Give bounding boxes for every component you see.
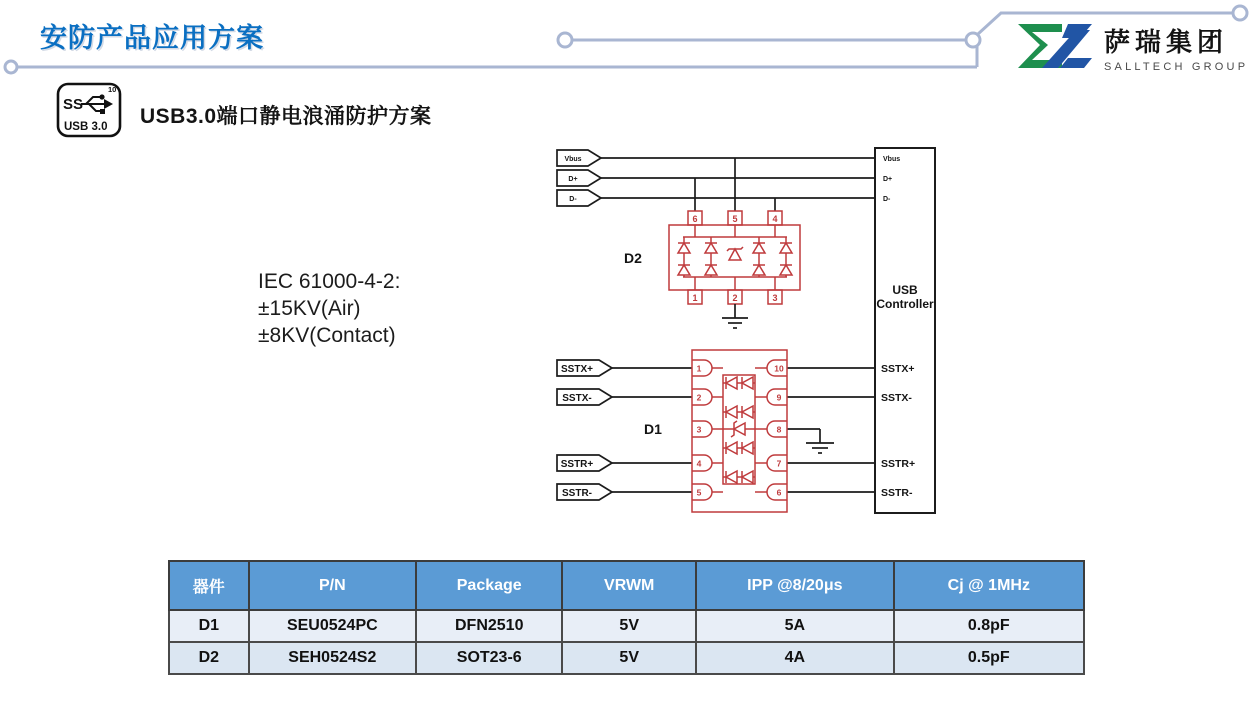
logo-mark-icon: [1012, 20, 1094, 74]
circuit-diagram: [545, 140, 945, 520]
svg-text:10: 10: [108, 85, 117, 94]
svg-text:8: 8: [776, 424, 782, 435]
svg-text:USB: USB: [892, 283, 918, 297]
logo-company-name: 萨瑞集团: [1104, 26, 1229, 57]
svg-text:6: 6: [776, 487, 782, 498]
usb3-badge-icon: [56, 82, 124, 138]
iec-line: IEC 61000-4-2:: [258, 270, 401, 293]
svg-text:SSTR-: SSTR-: [881, 487, 913, 499]
svg-text:SSTR+: SSTR+: [560, 459, 594, 470]
flag-sstr-plus: [557, 455, 612, 471]
svg-text:4: 4: [696, 458, 702, 469]
svg-text:SSTR+: SSTR+: [881, 458, 916, 470]
table-cell: 4A: [696, 642, 894, 674]
svg-text:4: 4: [772, 214, 778, 224]
table-cell: 0.8pF: [894, 610, 1084, 642]
svg-text:Controller: Controller: [876, 297, 934, 311]
iec-line: ±8KV(Contact): [258, 324, 396, 347]
svg-text:D-: D-: [883, 196, 891, 203]
usb-controller-box: [875, 148, 935, 513]
svg-text:SSTX+: SSTX+: [881, 363, 915, 375]
deco-ring-top-right: [1233, 6, 1247, 20]
section-subtitle: USB3.0端口静电浪涌防护方案: [140, 105, 432, 128]
header-vrwm: VRWM: [562, 561, 696, 610]
iec-line: ±15KV(Air): [258, 297, 361, 320]
deco-ring-right: [966, 33, 980, 47]
flag-dplus: [557, 170, 601, 186]
flag-sstr-minus: [557, 484, 612, 500]
svg-text:2: 2: [732, 293, 738, 303]
deco-ring-left: [5, 61, 17, 73]
header-ipp: IPP @8/20μs: [696, 561, 894, 610]
table-cell: DFN2510: [416, 610, 562, 642]
d1-ic: [692, 350, 787, 512]
table-cell: D2: [169, 642, 249, 674]
company-logo: [1012, 20, 1248, 74]
flag-dminus: [557, 190, 601, 206]
svg-text:5: 5: [732, 214, 738, 224]
ground-icon: [722, 304, 748, 328]
tvs-diode-array: [712, 368, 767, 492]
svg-text:2: 2: [696, 392, 702, 403]
svg-text:3: 3: [696, 424, 702, 435]
svg-text:1: 1: [696, 363, 702, 374]
svg-text:SS: SS: [63, 96, 84, 113]
tvs-diode-array: [678, 237, 792, 277]
svg-text:7: 7: [776, 458, 782, 469]
table-cell: 5V: [562, 610, 696, 642]
flag-sstx-minus: [557, 389, 612, 405]
svg-text:9: 9: [776, 392, 782, 403]
iec-spec-text: [258, 268, 400, 349]
deco-ring-mid: [558, 33, 572, 47]
table-cell: 5A: [696, 610, 894, 642]
ground-icon: [806, 429, 834, 453]
svg-text:3: 3: [772, 293, 778, 303]
svg-text:Vbus: Vbus: [564, 156, 582, 163]
svg-text:SSTR-: SSTR-: [562, 488, 592, 499]
logo-company-name-en: SALLTECH GROUP: [1104, 60, 1249, 73]
table-cell: SEU0524PC: [249, 610, 416, 642]
table-cell: 0.5pF: [894, 642, 1084, 674]
svg-text:D+: D+: [883, 176, 893, 183]
header-package: Package: [416, 561, 562, 610]
d2-label: D2: [624, 250, 642, 266]
table-row-d2: [169, 642, 1084, 674]
d1-label: D1: [644, 421, 662, 437]
svg-text:USB 3.0: USB 3.0: [64, 121, 108, 133]
svg-text:SSTX-: SSTX-: [881, 392, 912, 404]
parts-table: [168, 560, 1085, 675]
svg-text:D+: D+: [568, 176, 578, 183]
svg-text:10: 10: [774, 363, 784, 374]
table-row-d1: [169, 610, 1084, 642]
header-cj: Cj @ 1MHz: [894, 561, 1084, 610]
svg-text:SSTX+: SSTX+: [561, 364, 593, 375]
svg-text:5: 5: [696, 487, 702, 498]
d2-ic: [669, 211, 800, 304]
table-cell: SOT23-6: [416, 642, 562, 674]
table-header-row: [169, 561, 1084, 610]
table-cell: 5V: [562, 642, 696, 674]
top-signal-wires: [601, 158, 875, 211]
table-cell: SEH0524S2: [249, 642, 416, 674]
header-pn: P/N: [249, 561, 416, 610]
svg-text:1: 1: [692, 293, 698, 303]
table-cell: D1: [169, 610, 249, 642]
page-title: 安防产品应用方案: [40, 23, 264, 53]
svg-text:Vbus: Vbus: [883, 156, 901, 163]
svg-text:6: 6: [692, 214, 698, 224]
flag-vbus: [557, 150, 601, 166]
flag-sstx-plus: [557, 360, 612, 376]
header-device: 器件: [169, 561, 249, 610]
svg-text:D-: D-: [569, 196, 577, 203]
svg-text:SSTX-: SSTX-: [562, 393, 592, 404]
